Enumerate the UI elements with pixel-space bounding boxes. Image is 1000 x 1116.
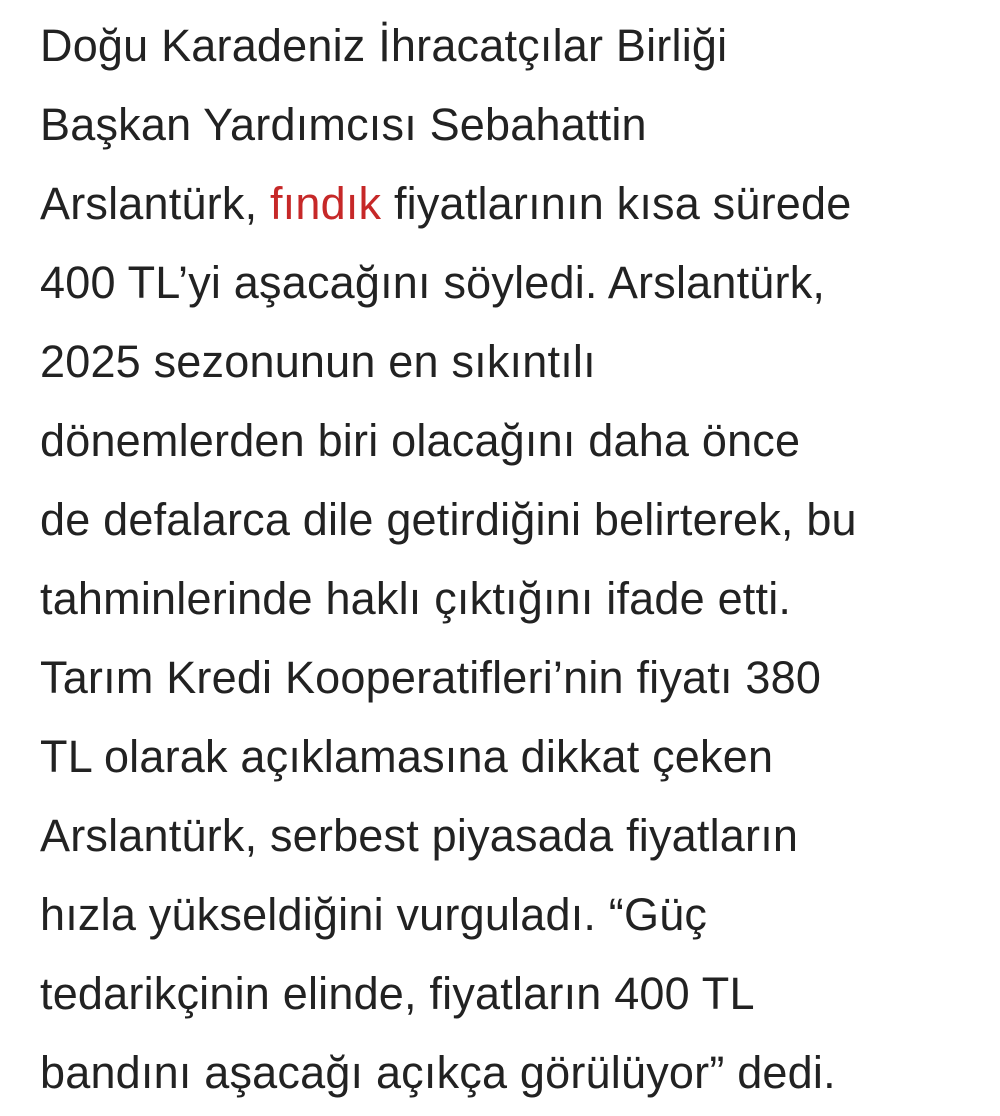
article-line: 400 TL’yi aşacağını söyledi. Arslantürk, <box>40 257 826 308</box>
article-text: Arslantürk, <box>40 178 270 229</box>
article-line: Tarım Kredi Kooperatifleri’nin fiyatı 380 <box>40 652 822 703</box>
article-line: dönemlerden biri olacağını daha önce <box>40 415 801 466</box>
article-line: de defalarca dile getirdiğini belirterek, bu <box>40 494 857 545</box>
article-line: 2025 sezonunun en sıkıntılı <box>40 336 596 387</box>
article-body <box>40 6 980 1112</box>
article-line: TL olarak açıklamasına dikkat çeken <box>40 731 774 782</box>
article-line: bandını aşacağı açıkça görülüyor” dedi. <box>40 1047 836 1098</box>
article-line <box>40 164 980 243</box>
article-line: tahminlerinde haklı çıktığını ifade etti. <box>40 573 792 624</box>
article-line: Arslantürk, serbest piyasada fiyatların <box>40 810 799 861</box>
article-line: tedarikçinin elinde, fiyatların 400 TL <box>40 968 755 1019</box>
article-text: fiyatlarının kısa sürede <box>381 178 852 229</box>
article-line: hızla yükseldiğini vurguladı. “Güç <box>40 889 708 940</box>
article-line: Başkan Yardımcısı Sebahattin <box>40 99 647 150</box>
findik-link[interactable]: fındık <box>269 178 382 229</box>
article-line: Doğu Karadeniz İhracatçılar Birliği <box>40 20 728 71</box>
